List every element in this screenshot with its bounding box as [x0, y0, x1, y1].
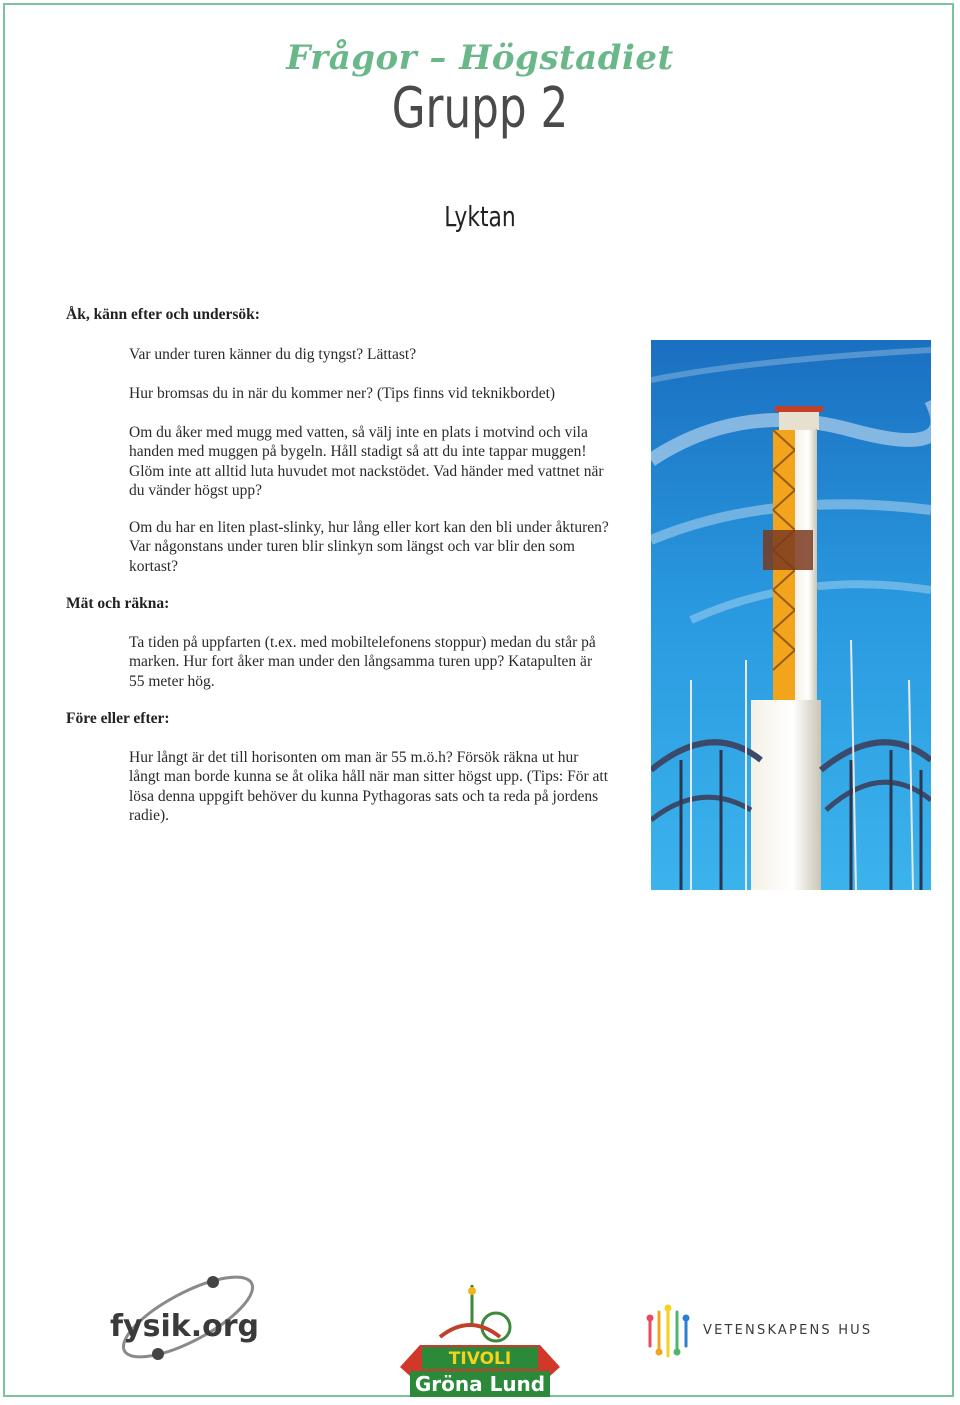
- page-title: Grupp 2: [391, 76, 569, 141]
- section-heading-ride: Åk, känn efter och undersök:: [66, 306, 260, 323]
- tivoli-logo-text: TIVOLI: [448, 1349, 512, 1369]
- grona-lund-logo: [400, 1285, 560, 1400]
- ride-title: Lyktan: [444, 200, 516, 233]
- question-slinky: Om du har en liten plast-slinky, hur lång eller kort kan den bli under åkturen? Var någonstans under turen blir slinkyn som längst och var blir den som kortast?: [129, 519, 609, 575]
- question-timing: Ta tiden på uppfarten (t.ex. med mobiltelefonens stoppur) medan du står på marken. Hur fort åker man under den långsamma turen upp? Katapulten är 55 meter hög.: [129, 634, 596, 690]
- vetenskapens-hus-logo-text: VETENSKAPENS HUS: [703, 1323, 873, 1338]
- vetenskapens-hus-mark-icon: [645, 1304, 695, 1360]
- question-water-mug: Om du åker med mugg med vatten, så välj inte en plats i motvind och vila handen med muggen på bygeln. Håll stadigt så att du inte tappar muggen! Glöm inte att alltid luta huvudet mot nackstödet. Vad händer med vattnet när du vänder högst upp?: [129, 424, 604, 499]
- question-heaviest: Var under turen känner du dig tyngst? Lättast?: [129, 346, 417, 363]
- question-horizon: Hur långt är det till horisonten om man är 55 m.ö.h? Försök räkna ut hur långt man borde kunna se åt olika håll när man sitter högst upp. (Tips: För att lösa denna uppgift behöver du kunna Pythagoras sats och ta reda på jordens radie).: [129, 749, 608, 824]
- question-braking: Hur bromsas du in när du kommer ner? (Tips finns vid teknikbordet): [129, 385, 556, 402]
- fysik-org-logo: [108, 1272, 268, 1362]
- ride-photo: [651, 340, 931, 890]
- grona-lund-logo-text: Gröna Lund: [414, 1372, 546, 1396]
- section-heading-measure: Mät och räkna:: [66, 595, 170, 612]
- fysik-org-logo-text: fysik.org: [110, 1309, 259, 1344]
- section-heading-before-after: Före eller efter:: [66, 710, 170, 727]
- page-kicker: Frågor – Högstadiet: [286, 38, 674, 78]
